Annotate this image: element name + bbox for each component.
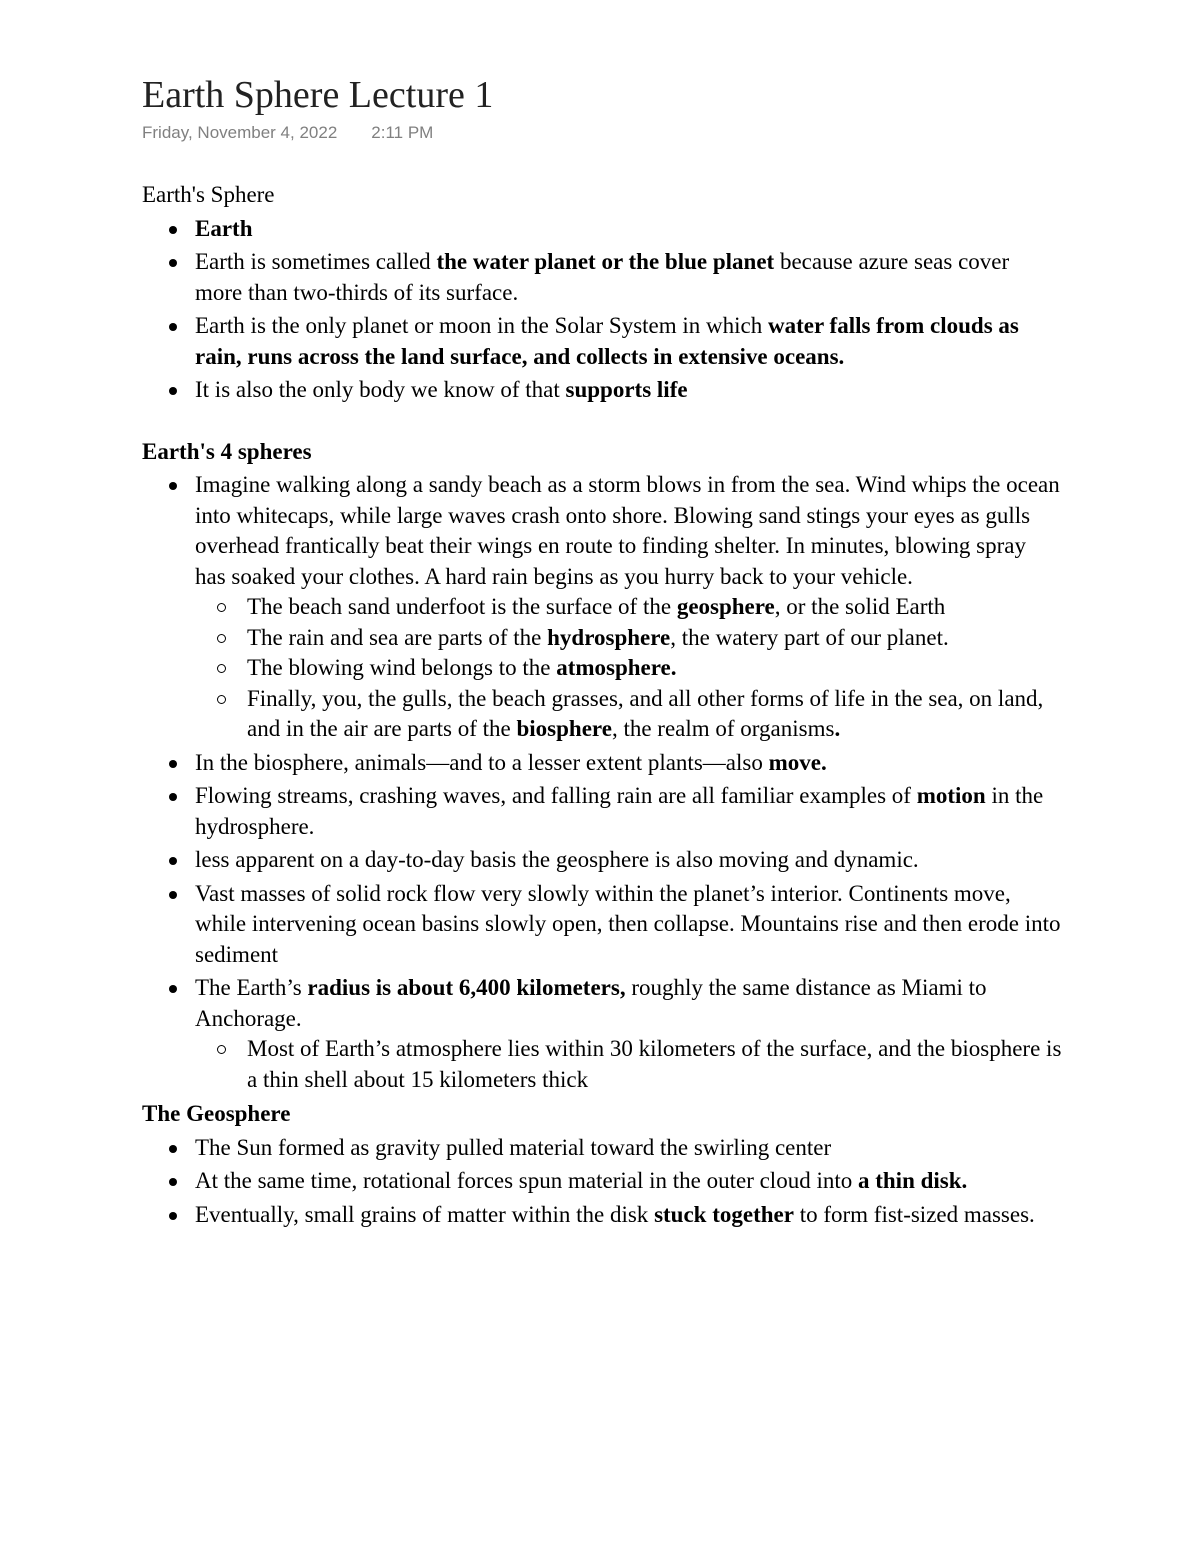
sub-list-item — [195, 592, 1062, 623]
text: , the realm of organisms — [611, 716, 835, 741]
page-meta — [142, 123, 1062, 145]
list-item — [142, 247, 1062, 308]
text: Flowing streams, crashing waves, and falling rain are all familiar examples of — [195, 783, 917, 808]
list-item — [142, 1133, 1062, 1164]
text: in the hydrosphere. — [195, 783, 1044, 839]
bold-text: . — [834, 716, 841, 741]
bullet-list — [142, 1133, 1062, 1231]
bold-text: biosphere — [516, 716, 612, 741]
text: At the same time, rotational forces spun material in the outer cloud into — [195, 1168, 858, 1193]
sub-list-item — [195, 1034, 1062, 1095]
text: Finally, you, the gulls, the beach grasses, and all other forms of life in the sea, on land, and in the air are parts of the — [247, 685, 1044, 741]
text: roughly the same distance as Miami to Anchorage. — [195, 975, 987, 1031]
bold-text: the water planet or the blue planet — [436, 249, 775, 274]
text: Vast masses of solid rock flow very slowly within the planet’s interior. Continents move, while intervening ocean basins slowly open, then collapse. Mountains rise and then erode into sediment — [195, 880, 1061, 967]
text: Eventually, small grains of matter within the disk — [195, 1201, 655, 1227]
list-item — [142, 214, 1062, 245]
sub-bullet-list — [195, 592, 1062, 745]
list-item — [142, 845, 1062, 876]
text: The rain and sea are parts of the — [247, 624, 548, 650]
bullet-list — [142, 470, 1062, 1095]
text: In the biosphere, animals—and to a lesser extent plants—also — [195, 749, 769, 775]
bold-text: hydrosphere — [547, 624, 671, 650]
text: The blowing wind belongs to the — [247, 655, 557, 680]
sub-list-item — [195, 623, 1062, 654]
text: Most of Earth’s atmosphere lies within 30 kilometers of the surface, and the biosphere is a thin shell about 15 kilometers thick — [247, 1036, 1062, 1092]
bold-text: atmosphere. — [556, 655, 677, 680]
note-page — [142, 72, 1062, 1230]
bold-text: Earth — [195, 215, 253, 241]
list-item — [142, 1166, 1062, 1197]
page-title: Earth Sphere Lecture 1 — [142, 74, 494, 116]
text: Earth is the only planet or moon in the Solar System in which — [195, 313, 769, 338]
bold-text: motion — [916, 783, 986, 808]
list-item — [142, 973, 1062, 1095]
text: The Sun formed as gravity pulled material toward the swirling center — [195, 1134, 832, 1160]
text: The beach sand underfoot is the surface of the — [247, 594, 677, 619]
list-item — [142, 311, 1062, 372]
bold-text: move. — [768, 749, 827, 775]
list-item — [142, 879, 1062, 971]
section-heading-earths-sphere: Earth's Sphere — [142, 182, 275, 207]
sub-bullet-list — [195, 1034, 1062, 1095]
text: less apparent on a day-to-day basis the geosphere is also moving and dynamic. — [195, 847, 919, 872]
list-item — [142, 375, 1062, 406]
bold-text: geosphere — [676, 594, 775, 619]
bold-text: supports life — [565, 377, 688, 402]
sub-list-item — [195, 684, 1062, 745]
text: Imagine walking along a sandy beach as a storm blows in from the sea. Wind whips the ocean into whitecaps, while large waves crash onto shore. Blowing sand stings your eyes as gulls overhead frantically beat their wings en route to finding shelter. In minutes, blowing spray has soaked your clothes. A hard rain begins as you hurry back to your vehicle. — [195, 472, 1060, 589]
bold-text: a thin disk. — [857, 1168, 968, 1193]
bold-text: stuck together — [654, 1201, 794, 1227]
text: The Earth’s — [195, 975, 308, 1000]
text: Earth is sometimes called — [195, 249, 437, 274]
text: , the watery part of our planet. — [670, 624, 949, 650]
bold-text: water falls from clouds as rain, runs across the land surface, and collects in extensive oceans. — [195, 313, 1019, 369]
list-item — [142, 748, 1062, 779]
list-item — [142, 781, 1062, 842]
list-item — [142, 1200, 1062, 1231]
text: because azure seas cover more than two-thirds of its surface. — [195, 249, 1010, 305]
bold-text: radius is about 6,400 kilometers, — [307, 975, 626, 1000]
page-time: 2:11 PM — [371, 123, 434, 142]
section-heading-the-geosphere: The Geosphere — [142, 1101, 291, 1126]
text: , or the solid Earth — [774, 594, 946, 619]
section-heading-earths-4-spheres: Earth's 4 spheres — [142, 438, 312, 464]
text: It is also the only body we know of that — [195, 377, 566, 402]
page-date: Friday, November 4, 2022 — [142, 123, 338, 142]
sub-list-item — [195, 653, 1062, 684]
bullet-list — [142, 214, 1062, 406]
text: to form fist-sized masses. — [793, 1201, 1035, 1227]
list-item — [142, 470, 1062, 745]
